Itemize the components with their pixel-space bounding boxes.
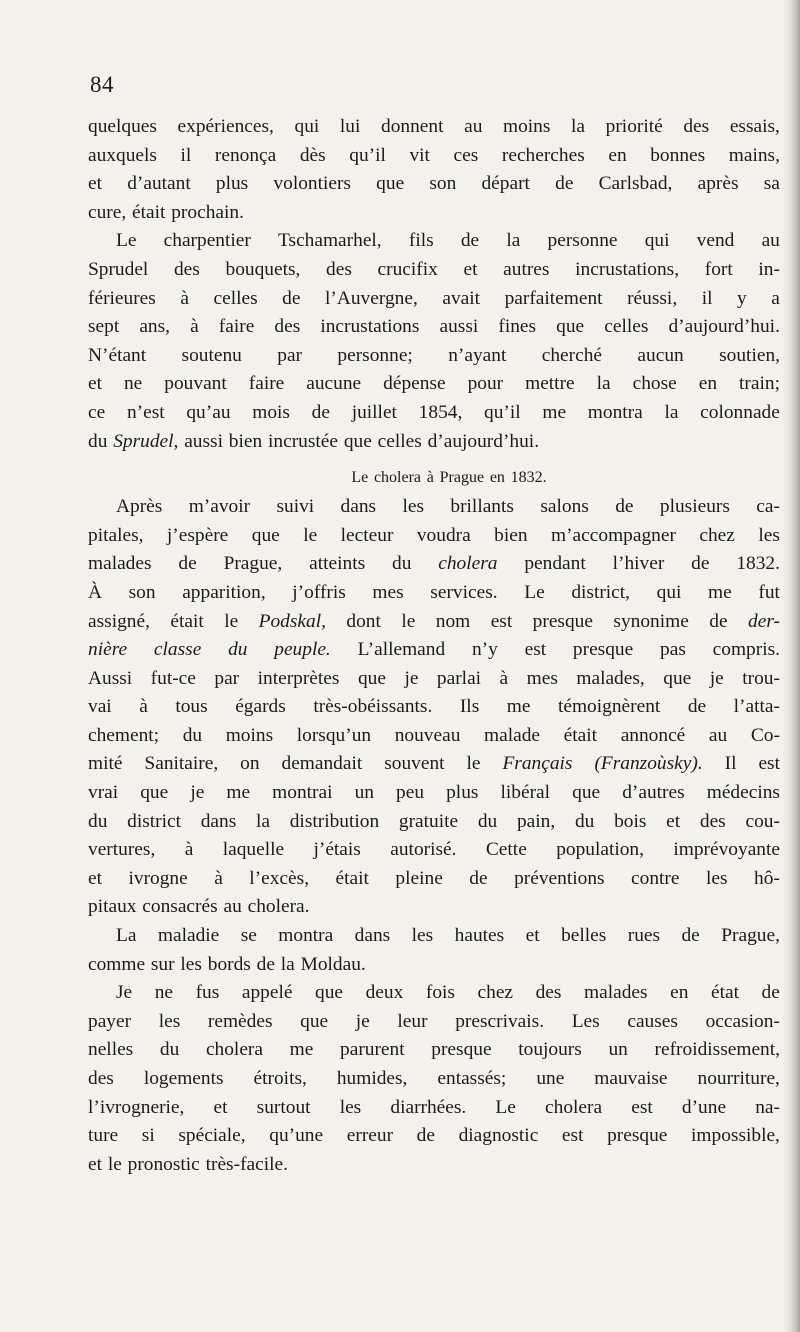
text-line: vrai que je me montrai un peu plus libéral que d’autres médecins — [88, 782, 780, 804]
text-line: ture si spéciale, qu’une erreur de diagnostic est presque impossible, — [88, 1125, 780, 1147]
text-line: et d’autant plus volontiers que son départ de Carlsbad, après sa — [88, 173, 780, 195]
text-line: sept ans, à faire des incrustations aussi fines que celles d’aujourd’hui. — [88, 316, 780, 338]
body-text — [88, 113, 780, 1179]
text-line: ce n’est qu’au mois de juillet 1854, qu’il me montra la colonnade — [88, 401, 780, 423]
text-line: pitaux consacrés au cholera. — [88, 896, 310, 918]
text-line: cure, était prochain. — [88, 201, 244, 223]
text-line: férieures à celles de l’Auvergne, avait parfaitement réussi, il y a — [88, 287, 780, 309]
text-line: vai à tous égards très-obéissants. Ils me témoignèrent de l’atta- — [88, 696, 780, 718]
page-number: 84 — [90, 72, 114, 97]
text-line: du Sprudel, aussi bien incrustée que celles d’aujourd’hui. — [88, 430, 540, 452]
text-line: Aussi fut-ce par interprètes que je parlai à mes malades, que je trou- — [88, 667, 780, 689]
text-line: et le pronostic très-facile. — [88, 1153, 288, 1175]
text-line: À son apparition, j’offris mes services. Le district, qui me fut — [88, 581, 780, 603]
text-line: chement; du moins lorsqu’un nouveau malade était annoncé au Co- — [88, 724, 780, 746]
text-line: l’ivrognerie, et surtout les diarrhées. Le cholera est d’une na- — [88, 1096, 780, 1118]
text-line: Je ne fus appelé que deux fois chez des malades en état de — [116, 982, 780, 1004]
text-line: N’étant soutenu par personne; n’ayant cherché aucun soutien, — [88, 344, 780, 366]
text-line: et ivrogne à l’excès, était pleine de préventions contre les hô- — [88, 867, 780, 889]
text-line: du district dans la distribution gratuite du pain, du bois et des cou- — [88, 810, 780, 832]
text-line: des logements étroits, humides, entassés; une mauvaise nourriture, — [88, 1068, 780, 1089]
text-line: quelques expériences, qui lui donnent au moins la priorité des essais, — [88, 116, 780, 137]
text-line: assigné, était le Podskal, dont le nom est presque synonime de der- — [88, 610, 780, 632]
text-line: et ne pouvant faire aucune dépense pour mettre la chose en train; — [88, 373, 780, 395]
text-line: vertures, à laquelle j’étais autorisé. Cette population, imprévoyante — [88, 839, 780, 861]
text-line: pitales, j’espère que le lecteur voudra bien m’accompagner chez les — [88, 524, 780, 546]
page-edge-shadow — [782, 0, 800, 1332]
text-line: payer les remèdes que je leur prescrivais. Les causes occasion- — [88, 1010, 780, 1032]
text-line: comme sur les bords de la Moldau. — [88, 953, 366, 975]
text-line: malades de Prague, atteints du cholera pendant l’hiver de 1832. — [88, 553, 780, 575]
text-line: Après m’avoir suivi dans les brillants salons de plusieurs ca- — [116, 496, 780, 518]
text-line: La maladie se montra dans les hautes et belles rues de Prague, — [116, 925, 780, 947]
text-line: nelles du cholera me parurent presque toujours un refroidissement, — [88, 1039, 780, 1061]
text-line: mité Sanitaire, on demandait souvent le Français (Franzoùsky). Il est — [88, 753, 780, 775]
section-heading: Le cholera à Prague en 1832. — [351, 469, 547, 487]
text-line: Le charpentier Tschamarhel, fils de la personne qui vend au — [116, 230, 780, 252]
text-line: auxquels il renonça dès qu’il vit ces recherches en bonnes mains, — [88, 144, 780, 166]
text-line: nière classe du peuple. L’allemand n’y est presque pas compris. — [88, 639, 780, 661]
text-line: Sprudel des bouquets, des crucifix et autres incrustations, fort in- — [88, 258, 780, 280]
